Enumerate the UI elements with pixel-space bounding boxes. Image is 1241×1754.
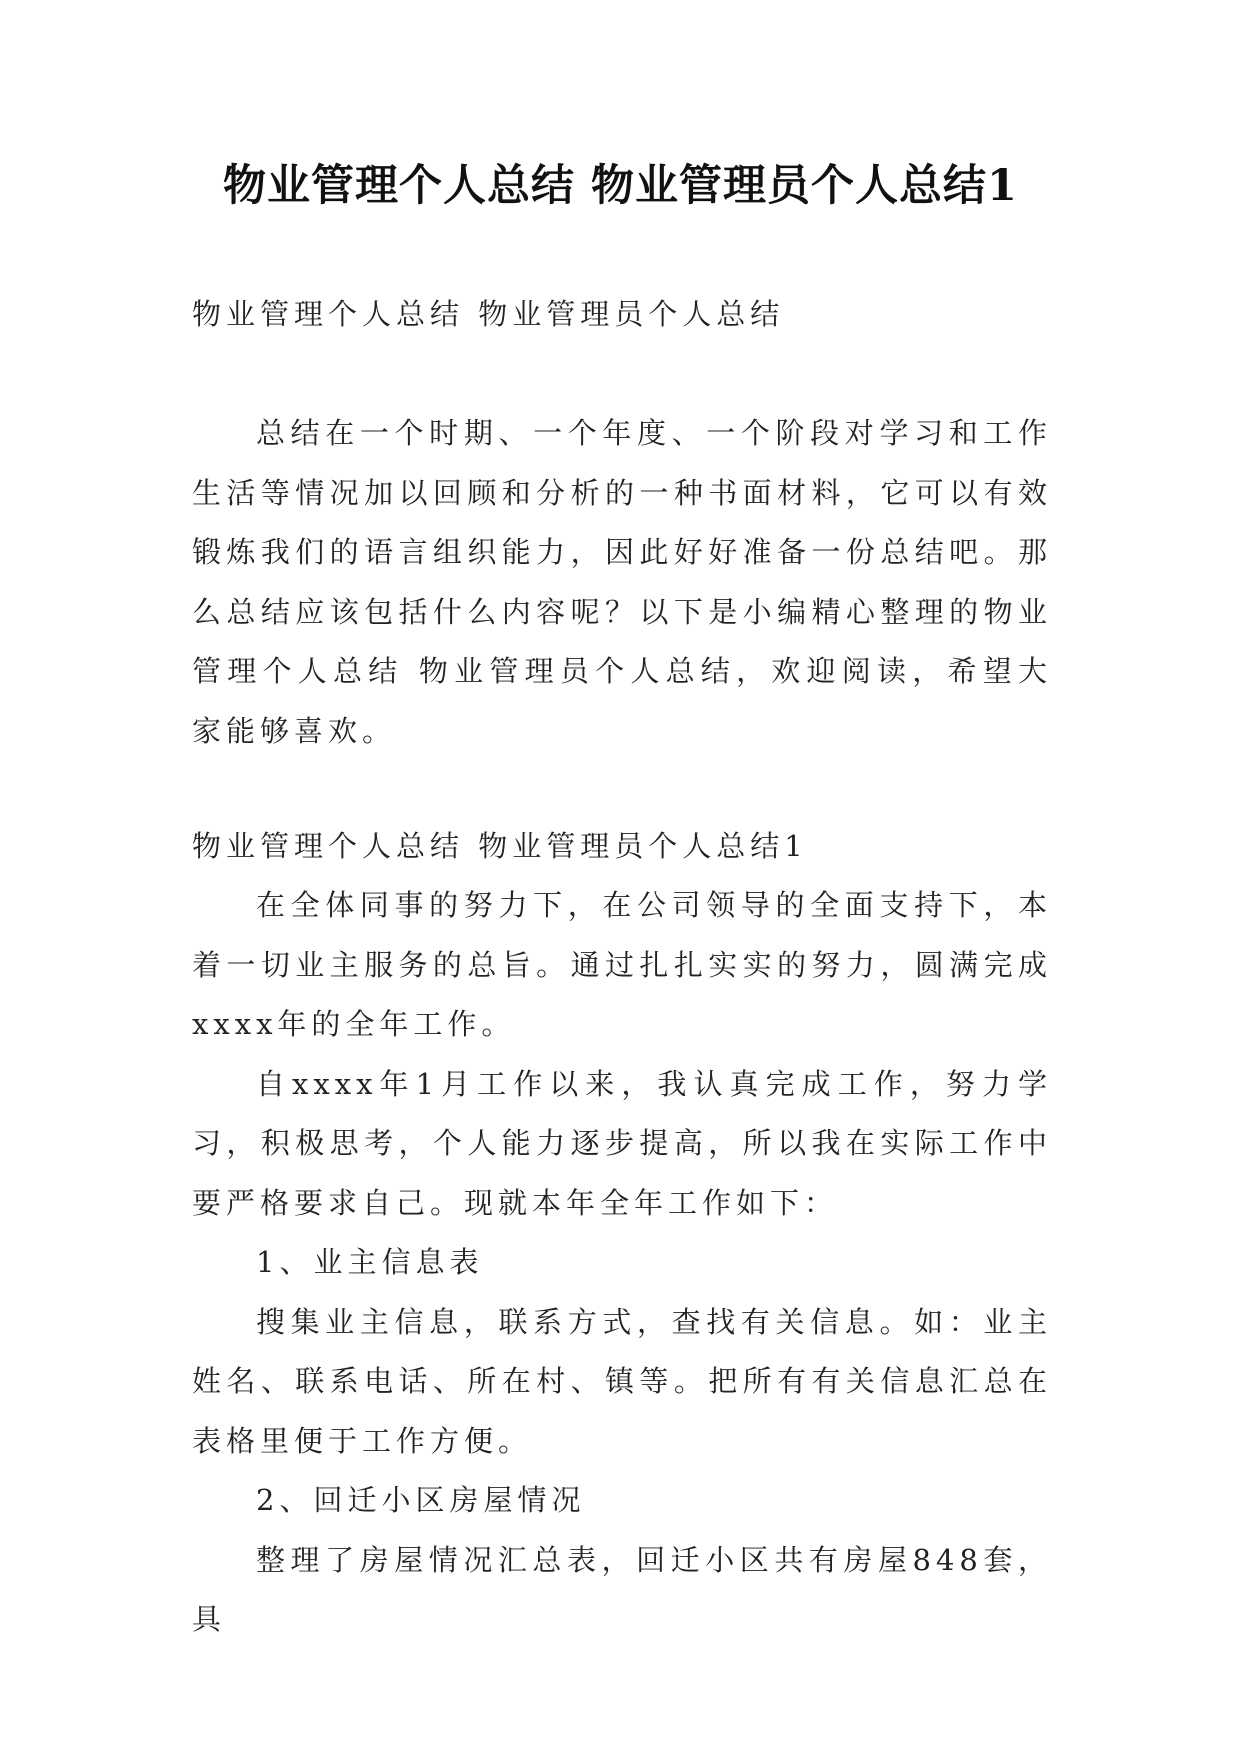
document-title: 物业管理个人总结 物业管理员个人总结1 [223, 161, 1018, 211]
document-subtitle: 物业管理个人总结 物业管理员个人总结 [192, 297, 785, 331]
list-heading: 2、回迁小区房屋情况 [256, 1483, 586, 1517]
section-body [192, 876, 1052, 1650]
body-paragraph: 搜集业主信息，联系方式，查找有关信息。如：业主姓名、联系电话、所在村、镇等。把所有有关信息汇总在表格里便于工作方便。 [192, 1304, 1052, 1458]
list-heading: 1、业主信息表 [256, 1245, 484, 1279]
section-heading: 物业管理个人总结 物业管理员个人总结1 [192, 829, 808, 863]
body-paragraph: 自xxxx年1月工作以来，我认真完成工作，努力学习，积极思考，个人能力逐步提高，所以我在实际工作中要严格要求自己。现就本年全年工作如下： [192, 1066, 1052, 1220]
intro-paragraph: 总结在一个时期、一个年度、一个阶段对学习和工作生活等情况加以回顾和分析的一种书面材料，它可以有效锻炼我们的语言组织能力，因此好好准备一份总结吧。那么总结应该包括什么内容呢？以下是小编精心整理的物业管理个人总结 物业管理员个人总结，欢迎阅读，希望大家能够喜欢。 [192, 416, 1052, 748]
body-paragraph: 在全体同事的努力下，在公司领导的全面支持下，本着一切业主服务的总旨。通过扎扎实实的努力，圆满完成xxxx年的全年工作。 [192, 888, 1052, 1041]
body-paragraph: 整理了房屋情况汇总表，回迁小区共有房屋848套，具 [192, 1542, 1052, 1636]
